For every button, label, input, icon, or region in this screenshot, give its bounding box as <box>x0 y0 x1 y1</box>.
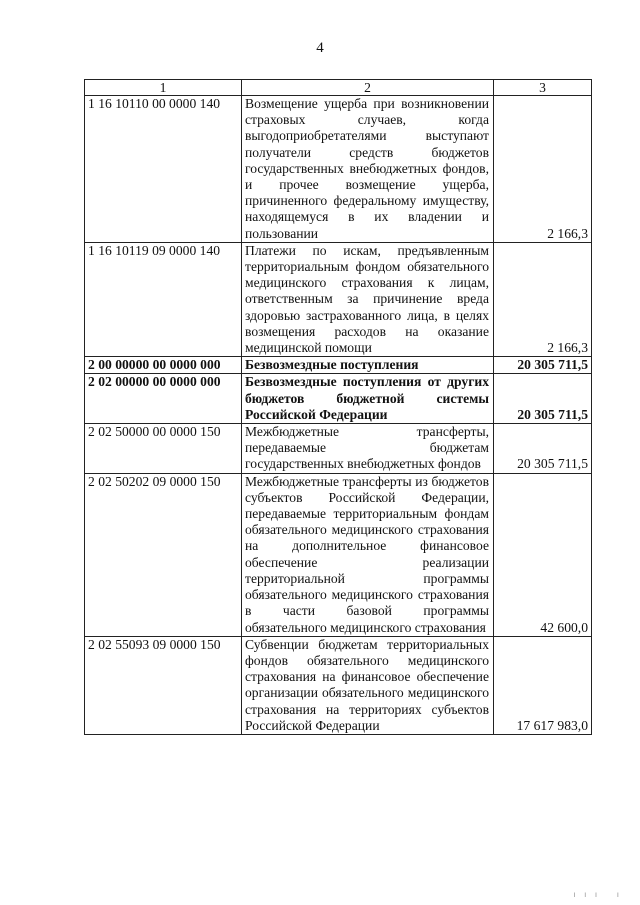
table-row <box>85 473 592 636</box>
table-row <box>85 357 592 374</box>
table-row <box>85 96 592 243</box>
column-header-3: 3 <box>494 80 592 96</box>
description-cell: Возмещение ущерба при возникновении страховых случаев, когда выгодоприобретателями выступают получатели средств бюджетов государственных внебюджетных фондов, и прочее возмещение ущерба, причиненного федеральному имуществу, находящемуся в их владении и пользовании <box>242 96 494 243</box>
amount-cell: 20 305 711,5 <box>494 424 592 474</box>
description-cell: Безвозмездные поступления от других бюджетов бюджетной системы Российской Федерации <box>242 374 494 424</box>
page-number: 4 <box>316 40 324 56</box>
table-row <box>85 424 592 474</box>
amount-cell: 20 305 711,5 <box>494 357 592 374</box>
scan-artifact: ı ı ı ı <box>573 890 622 899</box>
column-header-2: 2 <box>242 80 494 96</box>
column-header-1: 1 <box>85 80 242 96</box>
budget-code-cell: 2 00 00000 00 0000 000 <box>85 357 242 374</box>
budget-code-cell: 2 02 00000 00 0000 000 <box>85 374 242 424</box>
amount-cell: 17 617 983,0 <box>494 636 592 734</box>
budget-table <box>84 79 592 735</box>
table-row <box>85 636 592 734</box>
table-row <box>85 374 592 424</box>
amount-cell: 2 166,3 <box>494 242 592 356</box>
table-row <box>85 242 592 356</box>
amount-cell: 20 305 711,5 <box>494 374 592 424</box>
budget-code-cell: 1 16 10119 09 0000 140 <box>85 242 242 356</box>
table-header-row <box>85 80 592 96</box>
budget-code-cell: 2 02 50202 09 0000 150 <box>85 473 242 636</box>
description-cell: Межбюджетные трансферты, передаваемые бюджетам государственных внебюджетных фондов <box>242 424 494 474</box>
amount-cell: 42 600,0 <box>494 473 592 636</box>
budget-code-cell: 2 02 55093 09 0000 150 <box>85 636 242 734</box>
budget-code-cell: 1 16 10110 00 0000 140 <box>85 96 242 243</box>
description-cell: Субвенции бюджетам территориальных фондов обязательного медицинского страхования на финансовое обеспечение организации обязательного медицинского страхования на территориях субъектов Российской Федерации <box>242 636 494 734</box>
budget-code-cell: 2 02 50000 00 0000 150 <box>85 424 242 474</box>
description-cell: Безвозмездные поступления <box>242 357 494 374</box>
description-cell: Межбюджетные трансферты из бюджетов субъектов Российской Федерации, передаваемые территориальным фондам обязательного медицинского страхования на дополнительное финансовое обеспечение реализации территориальной программы обязательного медицинского страхования в части базовой программы обязательного медицинского страхования <box>242 473 494 636</box>
amount-cell: 2 166,3 <box>494 96 592 243</box>
description-cell: Платежи по искам, предъявленным территориальным фондом обязательного медицинского страхования к лицам, ответственным за причинение вреда здоровью застрахованного лица, в целях возмещения расходов на оказание медицинской помощи <box>242 242 494 356</box>
